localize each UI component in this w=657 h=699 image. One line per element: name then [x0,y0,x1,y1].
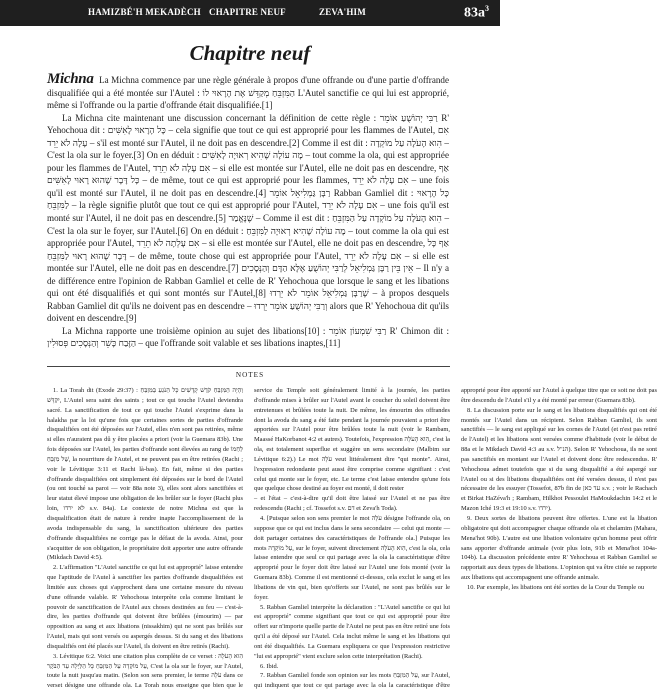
mishnah-text [47,73,449,365]
footnote: 3. Lévitique 6:2. Voici une citation plus complète de ce verset : הִוא הָעֹלָה עַל מוֹקְדָה עַל הַמִּזְבֵּחַ כָּל הַלַּיְלָה עַד הַבֹּקֶר, C'est la ola sur le foyer, sur l'Autel, toute la nuit jusqu'au matin. (Selon son sens premier, le terme עֹלָה dans ce verset désigne une offrande ola. La Torah nous enseigne que bien que le service du Temple soit généralement limité à la journée, les parties d'offrande mises à brûler sur l'Autel avant le coucher du soleil doivent être entretenues et brûlées toute la nuit. De même, les émourim des offrandes dont la avoda du sang a été faite pendant la journée pouvaient a priori être apportées sur l'Autel pour être brûlées toute la nuit (voir le Rambam, Maassé HaKorbanot 4:2 et autres). Toutefois, l'expression הִוא הָעֹלָה, c'est la ola, est totalement superflue et suggère un sens secondaire (Malbim sur Lévitique 6:2).) Le mot עֹלָה veut littéralement dire "qui monte". Ainsi, l'expression redondante peut aussi être comprise comme signifiant : c'est celui qui monte sur le foyer, etc. Le terme c'est laisse entendre qu'une fois que quelque chose destiné au foyer est monté, il doit rester [47,387,451,690]
mishnah-paragraph [47,73,449,112]
chapter-title: Chapitre neuf [189,41,311,65]
header-chapter-number: CHAPITRE NEUF [209,7,286,17]
mishnah-label: Michna [47,71,94,87]
footnote: 1. La Torah dit (Exode 29:37) : וְהָיָה הַמִּזְבֵּחַ קֹדֶשׁ קָדָשִׁים כָּל הַנֹּגֵעַ בַּמִּזְבֵּחַ יִקְדָּשׁ, L'Autel sera saint des saints ; tout ce qui touche l'Autel deviendra sacré. La sanctification de tout ce qui touche l'Autel s'exprime dans la halakha par la loi qu'une fois que certaines sortes de parties d'offrande disqualifiées ont été déposées sur l'Autel, elles n'en sont pas retirées, même si elles n'auraient pas dû y être placées a priori (voir la Guemara 83b). Une fois déposées sur l'Autel, les parties d'offrande sont élevées au rang de לַחְמוֹ שֶׁל מִזְבֵּחַ, la nourriture de l'Autel, et ne peuvent pas en être retirées (Rachi ; voir le Lévitique 3:11 et Rachi là-bas). En fait, même si des parties d'offrande disqualifiées ont simplement été déposées sur le bord de l'Autel (ou ont touché sa paroi — voir 88a note 3), elles sont alors sanctifiées et leur statut élevé impose une obligation de les brûler sur le foyer (Rachi plus loin, לא ירדו s.v. 84a). Le contexte de notre Michna est que la disqualification était de nature à rendre inapte l'accomplissement de la avoda indispensable du sang, la sanctification ultérieure des parties d'offrande disqualifiées ne corrige pas le défaut de la avoda. Ainsi, pour s'acquitter de son obligation, le propriétaire doit apporter une autre offrande (Mikdach David 4:5). [47,387,244,562]
header-tractate-name: ZEVA'HIM [319,7,366,17]
page-number: $83a^3$ [464,4,489,21]
notes-columns [47,386,657,694]
footnote: 4. [Puisque selon son sens premier le mot עֹלָה désigne l'offrande ola, on suppose que ce qui est inclus dans le sens secondaire — celui qui monte — doit partager certaines des caractéristiques de l'offrande ola.] Puisque les mots עַל מוֹקְדָה, sur le foyer, suivent directement הִוא הָעֹלָה, c'est la ola, cela laisse entendre que seul ce qui partage avec la ola la caractéristique d'être approprié pour le foyer doit être laissé sur l'Autel une fois monté (voir la Guemara 83b). Comme il est mentionné ci-dessus, cela exclut le sang et les libations de vin qui, bien qu'offerts sur l'Autel, ne sont pas brûlés sur le foyer. [254,514,450,601]
notes-heading: NOTES [235,371,265,379]
page-number-superscript: 3 [485,4,489,13]
footnote: 5. Rabban Gamliel interprète la déclaration : "L'Autel sanctifie ce qui lui est approprié" comme signifiant que tout ce qui est approprié pour être offert sur n'importe quelle partie de l'Autel ne peut pas en être retiré une fois qu'il a été déposé sur l'Autel. Cela inclut même le sang et les libations qui ont été disqualifiés. La Guemara expliquera ce que l'expression restrictive "lui est approprié" vient exclure selon cette interprétation (Rachi). [254,603,450,660]
notes-divider [47,366,450,367]
footnote: 10. Par exemple, les libations ont été sorties de la Cour du Temple ou [467,583,645,591]
footnote: 7. Rabban Gamliel fonde son opinion sur les mots עַל הַמִּזְבֵּחַ, sur l'Autel, qui indiquent que tout ce qui partage avec la ola la caractéristique d'être approprié pour être apporté sur l'Autel à quelque titre que ce soit ne doit pas être descendu de l'Autel s'il y a été monté par erreur (Guemara 83b). [254,387,657,690]
mishnah-paragraph-text: La Michna commence par une règle générale à propos d'une offrande ou d'une partie d'offrande disqualifiée qui a été montée sur l'Autel : הַמִּזְבֵּחַ מְקַדֵּשׁ אֶת הָרָאוּי לוֹ L'Autel sanctifie ce qui lui est approprié, même si l'offrande ou la partie d'offrande était disqualifiée.[1] [47,75,449,111]
running-header [0,0,500,26]
footnote-continuation: – et l'état – c'est-à-dire qu'il doit être laissé sur l'Autel et ne pas être redescendu (Rachi ; cf. Tossefot s.v. דם et Zeva'h Toda). [254,495,450,513]
footnote: 6. Ibid. [260,662,279,670]
footnote: 9. Deux sortes de libations peuvent être offertes. L'une est la libation obligatoire qui doit accompagner chaque offrande ola et chelamim (Mahara, Mena'hot 90b). L'autre est une libation volontaire qu'un homme peut offrir sans apporter d'offrande animale (voir plus loin, 91b et Mena'hot 104a-104b). La discussion précédente entre R' Yehochoua et Rabban Gamliel se rapportait aux deux types de libations. L'opinion qui va être citée se rapporte aux libations qui accompagnent une offrande animale. [461,514,657,582]
header-chapter-name: HAMIZBÉ'H MEKADÈCH [88,7,201,17]
mishnah-paragraph: La Michna cite maintenant une discussion concernant la définition de cette règle : רַבִּי יְהוֹשֻׁעַ אוֹמֵר R' Yehochoua dit : כָּל הָרָאוּי לָאִשִּׁים – cela signifie que tout ce qui est approprié pour les flammes de l'Autel, אִם עָלָה לֹא יֵרֵד – s'il est monté sur l'Autel, il ne doit pas en descendre.[2] Comme il est dit : הִוא הָעֹלָה עַל מוֹקְדָה – C'est la ola sur le foyer.[3] On en déduit : מָה עוֹלָה שֶׁהִיא רְאוּיָה לָאִשִּׁים – tout comme la ola, qui est appropriée pour les flammes de l'Autel, אִם עָלָה לֹא תֵרֵד – si elle est montée sur l'Autel, elle ne doit pas en descendre, אַף כָּל דָּבָר שֶׁהוּא רָאוּי לָאִשִּׁים – de même, tout ce qui est approprié pour les flammes, אִם עָלָה לֹא יֵרֵד – une fois qu'il est monté sur l'Autel, il ne doit pas en descendre.[4] רַבָּן גַּמְלִיאֵל אוֹמֵר Rabban Gamliel dit : כָּל הָרָאוּי לַמִּזְבֵּחַ – la règle signifie plutôt que tout ce qui est approprié pour l'Autel, אִם עָלָה לֹא יֵרֵד – une fois qu'il est monté sur l'Autel, il ne doit pas en descendre.[5] שֶׁנֶּאֱמַר – Comme il est dit : הִוא הָעֹלָה עַל מוֹקְדָה עַל הַמִּזְבֵּחַ – C'est la ola sur le foyer, sur l'Autel.[6] On en déduit : מָה עוֹלָה שֶׁהִיא רְאוּיָה לַמִּזְבֵּחַ – tout comme la ola qui est appropriée pour l'Autel, אִם עָלְתָה לֹא תֵרֵד – si elle est montée sur l'Autel, elle ne doit pas en descendre, אַף כָּל דָּבָר שֶׁהוּא רָאוּי לַמִּזְבֵּחַ – de même, toute chose qui est appropriée pour l'Autel, אִם עָלָה לֹא יֵרֵד – si elle est montée sur l'Autel, elle ne doit pas en descendre.[7] אֵין בֵּין רַבָּן גַּמְלִיאֵל לְרַבִּי יְהוֹשֻׁעַ אֶלָּא הַדָּם וְהַנְּסָכִים – Il n'y a de différence entre l'opinion de Rabban Gamliel et celle de R' Yehochoua que lorsque le sang et les libations qui ont été disqualifiés et qui sont montés sur l'Autel,[8] שֶׁרַבָּן גַּמְלִיאֵל אוֹמֵר לֹא יֵרְדוּ – à propos desquels Rabban Gamliel dit qu'ils ne doivent pas en descendre – וְרַבִּי יְהוֹשֻׁעַ אוֹמֵר יֵרְדוּ alors que R' Yehochoua dit qu'ils doivent en descendre.[9] [47,112,450,324]
footnote: 2. L'affirmation "L'Autel sanctifie ce qui lui est approprié" laisse entendre que l'aptitude de l'Autel à sanctifier les parties d'offrande disqualifiées est limitée aux choses qui s'approchent dans une certaine mesure du niveau d'une offrande valable. R' Yehochoua interprète cela comme limitant le pouvoir de sanctification de l'Autel aux choses destinées au feu — c'est-à-dire, les parties d'offrande qui doivent être brûlées (émourim) — par opposition au sang et aux libations (nissakhim) qui ne sont pas brûlés sur l'Autel, mais qui sont versés ou aspergés dessus. Si du sang et des libations disqualifiés ont été placés sur l'Autel, ils doivent en être retirés (Rachi). [47,564,243,650]
footnote: 8. La discussion porte sur le sang et les libations disqualifiés qui ont été montés sur l'Autel dans un récipient. Selon Rabban Gamliel, ils sont sanctifiés — le sang est appliqué sur les cornes de l'Autel (et n'est pas retiré de l'Autel) et les libations sont versées comme d'habitude (voir le début de 88a et le Mikdach David 4:3 au s.v. הנ"ל). Selon R' Yehochoua, ils ne sont pas sanctifiés en montant sur l'Autel et doivent donc être redescendus. R' Yehochoua admet toutefois que si du sang disqualifié a été aspergé sur l'Autel ou si des libations disqualifiées ont été versées dessus, il n'est pas nécessaire de les essuyer (Tossefot, 87b fin de עד כאן s.v. ; voir le Rachach et Birkat HaZéva'h ; Rambam, Hilkhot Pessoulei HaMoukdachin 14:2 et le Mazon Iché 19:3 et 19:10 s.v. ירדו). [461,406,657,513]
mishnah-paragraph: La Michna rapporte une troisième opinion au sujet des libations[10] : רַבִּי שִׁמְעוֹן אוֹמֵר R' Chimon dit : הַזֶּבַח כָּשֵׁר וְהַנְּסָכִים פְּסוּלִין – que l'offrande soit valable et ses libations inaptes,[11] [47,325,449,349]
